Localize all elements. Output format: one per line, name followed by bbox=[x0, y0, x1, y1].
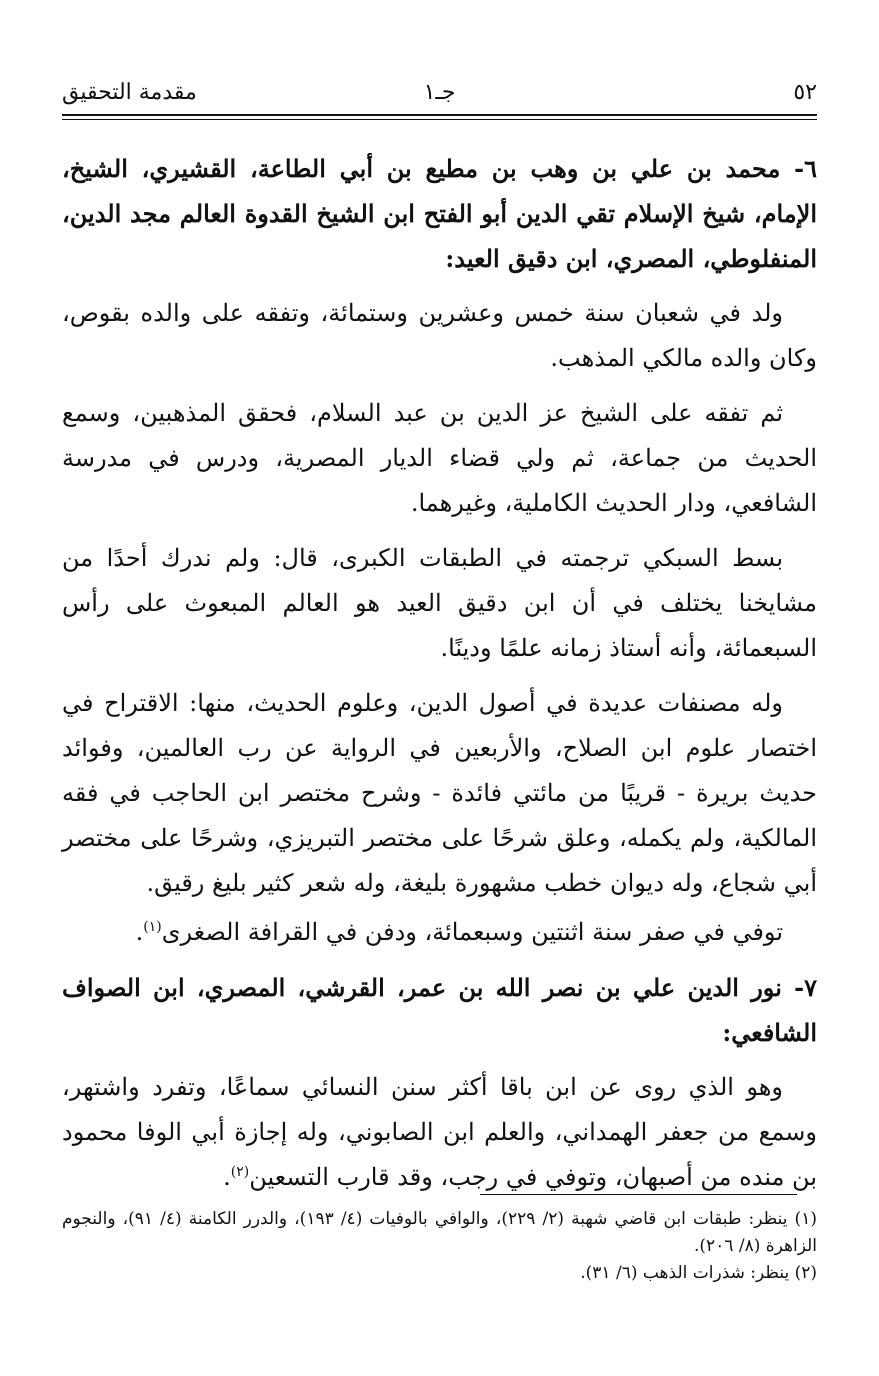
entry-6-paragraph-4: وله مصنفات عديدة في أصول الدين، وعلوم الحديث، منها: الاقتراح في اختصار علوم ابن الصلاح، والأربعين في الرواية عن رب العالمين، وفوائد حديث بريرة - قريبًا من مائتي فائدة - وشرح مختصر ابن الحاجب في فقه المالكية، ولم يكمله، وعلق شرحًا على مختصر التبريزي، وشرحًا على مختصر أبي شجاع، وله ديوان خطب مشهورة بليغة، وله شعر كثير بليغ رقيق. bbox=[62, 689, 817, 897]
entry-6-death-text: توفي في صفر سنة اثنتين وسبعمائة، ودفن في القرافة الصغرى bbox=[161, 918, 783, 946]
footnote-ref-1: (١) bbox=[143, 919, 162, 935]
entry-7-paragraph-end: . bbox=[223, 1163, 231, 1191]
footnote-ref-2: (٢) bbox=[230, 1164, 250, 1180]
page-number: ٥٢ bbox=[793, 80, 817, 105]
entry-7-paragraph bbox=[62, 1065, 817, 1200]
entry-6-death bbox=[62, 910, 817, 955]
page-header bbox=[62, 78, 817, 108]
entry-7-paragraph-text: وهو الذي روى عن ابن باقا أكثر سنن النسائي سماعًا، وتفرد واشتهر، وسمع من جعفر الهمداني، والعلم ابن الصابوني، وله إجازة أبي الوفا محمود بن منده من أصبهان، وتوفي في رجب، وقد قارب التسعين bbox=[62, 1073, 818, 1191]
entry-6-heading: ٦- محمد بن علي بن وهب بن مطيع بن أبي الطاعة، القشيري، الشيخ، الإمام، شيخ الإسلام تقي الدين أبو الفتح ابن الشيخ القدوة العالم مجد الدين، المنفلوطي، المصري، ابن دقيق العيد: bbox=[62, 154, 817, 273]
entry-6-paragraph-1: ولد في شعبان سنة خمس وعشرين وستمائة، وتفقه على والده بقوص، وكان والده مالكي المذهب. bbox=[62, 299, 817, 372]
entry-7-heading: ٧- نور الدين علي بن نصر الله بن عمر، القرشي، المصري، ابن الصواف الشافعي: bbox=[62, 973, 817, 1047]
header-rule-thin bbox=[62, 119, 817, 120]
entry-6-paragraph-3: بسط السبكي ترجمته في الطبقات الكبرى، قال: ولم ندرك أحدًا من مشايخنا يختلف في أن ابن دقيق العيد هو العالم المبعوث على رأس السبعمائة، وأنه أستاذ زمانه علمًا ودينًا. bbox=[62, 544, 817, 662]
section-title: مقدمة التحقيق bbox=[62, 80, 197, 105]
footnote-2: (٢) ينظر: شذرات الذهب (٦/ ٣١). bbox=[580, 1263, 817, 1283]
entry-6-death-end: . bbox=[135, 918, 144, 946]
entry-6-paragraph-2: ثم تفقه على الشيخ عز الدين بن عبد السلام، فحقق المذهبين، وسمع الحديث من جماعة، ثم ولي قضاء الديار المصرية، ودرس في مدرسة الشافعي، ودار الحديث الكاملية، وغيرهما. bbox=[62, 399, 817, 517]
footnote-1: (١) ينظر: طبقات ابن قاضي شهبة (٢/ ٢٢٩)، والوافي بالوفيات (٤/ ١٩٣)، والدرر الكامنة (٤/ ٩١)، والنجوم الزاهرة (٨/ ٢٠٦). bbox=[62, 1209, 817, 1256]
footnote-separator bbox=[480, 1194, 797, 1195]
header-rule-thick bbox=[62, 114, 817, 116]
volume-label: جـ١ bbox=[423, 80, 456, 105]
footnotes bbox=[62, 1206, 817, 1287]
page-body bbox=[62, 146, 817, 1210]
